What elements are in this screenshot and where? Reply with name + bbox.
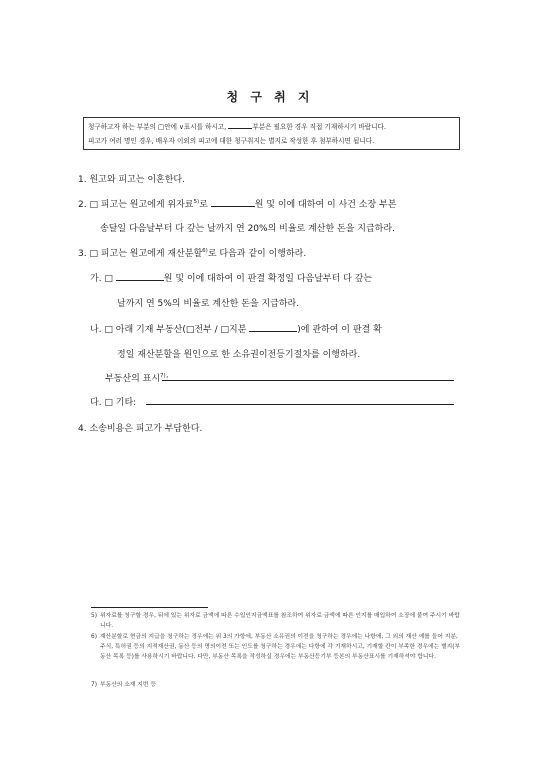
item-3-property-division: [78, 246, 306, 259]
item-3-ga: [90, 271, 372, 284]
footnote-number: 6): [91, 634, 97, 640]
item-2-text: 2. □ 피고는 원고에게 위자료: [78, 200, 194, 210]
item-2-alimony: [78, 197, 396, 210]
item-3-da: 다. □ 기타:: [90, 398, 137, 408]
property-label: 부동산의 표시: [105, 374, 161, 384]
instruction-box: [83, 117, 460, 150]
footnote-text: 위자료를 청구할 경우, 뒤에 있는 위자료 금액에 따른 수입인지금액표를 참조하여 위자료 금액에 따른 인지를 매입하여 소장에 붙여 주시기 바랍니다.: [100, 613, 460, 629]
item-2-line-2: 송달일 다음날부터 다 갚는 날까지 연 20%의 비율로 계산한 돈을 지급하라.: [100, 224, 395, 234]
other-field[interactable]: [146, 395, 454, 405]
footnote-7: [91, 680, 461, 690]
item-2-text: 원 및 이에 대하여 이 사건 소장 부본: [254, 200, 397, 210]
alimony-amount-field[interactable]: [211, 197, 255, 207]
footnote-5: [91, 611, 461, 631]
footnote-ref-6: 6): [202, 248, 208, 254]
item-na-line-2: 정일 재산분할을 원인으로 한 소유권이전등기절차를 이행하라.: [117, 350, 361, 360]
blank-sample: [228, 122, 252, 129]
division-amount-field[interactable]: [116, 271, 164, 281]
item-3-text: 3. □ 피고는 원고에게 재산분할: [78, 249, 203, 259]
footnote-number: 5): [91, 613, 97, 619]
item-1-divorce: 1. 원고와 피고는 이혼한다.: [78, 175, 185, 185]
property-description-row: [105, 371, 169, 384]
footnote-text: 부동산의 소재 지번 등: [100, 682, 156, 688]
footnote-divider: [91, 607, 208, 608]
instruction-text: 청구하고자 하는 부분의 □안에 ∨표시를 하시고,: [88, 123, 229, 131]
item-ga-text: 가. □: [90, 274, 116, 284]
footnote-ref-5: 5): [193, 199, 200, 205]
item-3-text: 로 다음과 같이 이행하라.: [207, 249, 307, 259]
item-3-na: [90, 322, 382, 335]
footnote-number: 7): [91, 682, 97, 688]
instruction-line-1: [88, 120, 455, 134]
footnote-ref-7: 7): [160, 373, 166, 379]
item-ga-text: 원 및 이에 대하여 이 판결 확정일 다음날부터 다 갚는: [163, 274, 373, 284]
item-na-text: )에 관하여 이 판결 확: [297, 325, 382, 335]
instruction-text: 부분은 필요한 경우 직접 기재하시기 바랍니다.: [252, 123, 386, 131]
property-description-field[interactable]: [162, 371, 454, 381]
footnote-6: [91, 632, 461, 662]
item-2-text: 로: [199, 200, 211, 210]
page-title: 청 구 취 지: [226, 90, 314, 104]
footnote-text: 재산분할로 현금의 지급을 청구하는 경우에는 위 3의 가항에, 부동산 소유권의 이전을 청구하는 경우에는 나항에, 그 외의 재산 예를 들어 지분, 주식, 특허권 등의 지적재산권, 동산 등의 명의이전 또는 인도를 청구하는 경우에는 다항에 각 기재하시고, 기재할 칸이 부족한 경우에는 별지(부동산 목록 등)를 사용하시기 바랍니다. 다만, 부동산 목록을 작성하실 경우에는 부동산등기부 등본의 부동산표시를 기재하셔야 합니다.: [100, 634, 461, 660]
property-colon: :: [165, 374, 169, 384]
item-4-costs: 4. 소송비용은 피고가 부담한다.: [78, 424, 203, 434]
item-ga-line-2: 날까지 연 5%의 비율로 계산한 돈을 지급하라.: [117, 299, 300, 309]
instruction-line-2: 피고가 여러 명인 경우, 배우자 이외의 피고에 대한 청구취지는 별지로 작성한 후 첨부하시면 됩니다.: [88, 137, 375, 145]
share-ratio-field[interactable]: [249, 322, 297, 332]
item-na-text: 나. □ 아래 기재 부동산(□전부 / □지분: [90, 325, 250, 335]
